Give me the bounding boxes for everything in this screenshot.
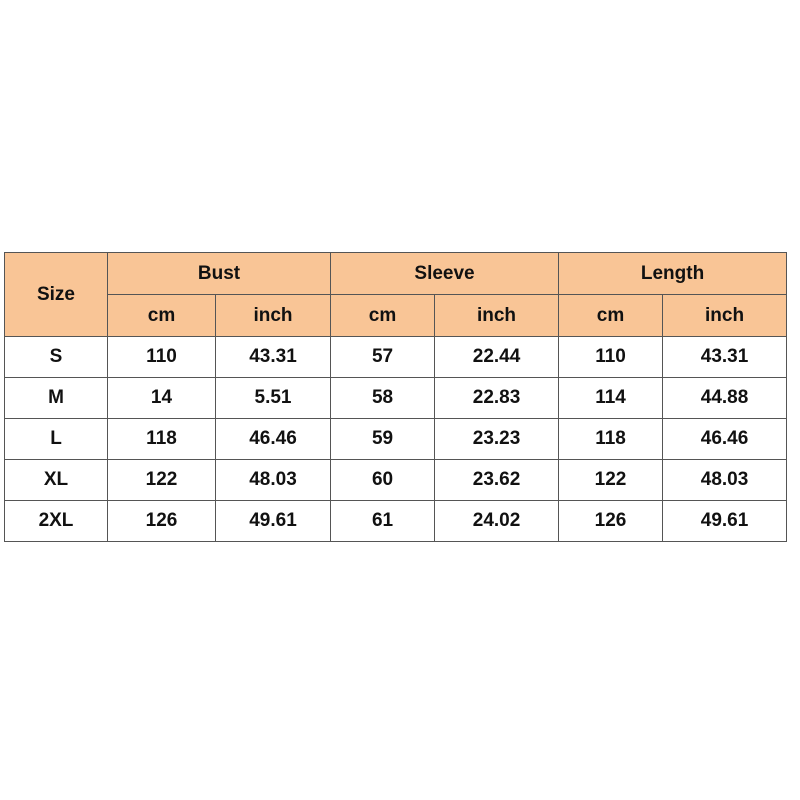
length-inch-cell: 46.46 [663, 419, 787, 460]
bust-inch-cell: 46.46 [216, 419, 331, 460]
length-header: Length [559, 253, 787, 295]
sleeve-cm-cell: 57 [331, 337, 435, 378]
length-inch-cell: 43.31 [663, 337, 787, 378]
table-row [5, 460, 787, 501]
unit-header-sleeve-cm: cm [331, 295, 435, 337]
table-row [5, 419, 787, 460]
length-inch-cell: 49.61 [663, 501, 787, 542]
sleeve-inch-cell: 23.62 [435, 460, 559, 501]
sleeve-inch-cell: 22.44 [435, 337, 559, 378]
unit-header-sleeve-inch: inch [435, 295, 559, 337]
bust-inch-cell: 48.03 [216, 460, 331, 501]
bust-cm-cell: 126 [108, 501, 216, 542]
unit-header-bust-inch: inch [216, 295, 331, 337]
header-unit-row [5, 295, 787, 337]
header-group-row [5, 253, 787, 295]
size-cell: XL [5, 460, 108, 501]
sleeve-header: Sleeve [331, 253, 559, 295]
size-cell: S [5, 337, 108, 378]
bust-inch-cell: 43.31 [216, 337, 331, 378]
table-header [5, 253, 787, 337]
sleeve-inch-cell: 22.83 [435, 378, 559, 419]
size-column-header: Size [5, 253, 108, 337]
bust-cm-cell: 14 [108, 378, 216, 419]
length-cm-cell: 122 [559, 460, 663, 501]
length-cm-cell: 118 [559, 419, 663, 460]
bust-cm-cell: 110 [108, 337, 216, 378]
sleeve-cm-cell: 60 [331, 460, 435, 501]
sleeve-cm-cell: 61 [331, 501, 435, 542]
sleeve-cm-cell: 59 [331, 419, 435, 460]
bust-inch-cell: 5.51 [216, 378, 331, 419]
bust-cm-cell: 122 [108, 460, 216, 501]
bust-header: Bust [108, 253, 331, 295]
size-chart-table [4, 252, 787, 542]
bust-inch-cell: 49.61 [216, 501, 331, 542]
length-inch-cell: 48.03 [663, 460, 787, 501]
size-cell: L [5, 419, 108, 460]
unit-header-length-inch: inch [663, 295, 787, 337]
size-cell: M [5, 378, 108, 419]
table-body [5, 337, 787, 542]
table-row [5, 378, 787, 419]
length-cm-cell: 126 [559, 501, 663, 542]
length-inch-cell: 44.88 [663, 378, 787, 419]
table-row [5, 337, 787, 378]
sleeve-cm-cell: 58 [331, 378, 435, 419]
sleeve-inch-cell: 24.02 [435, 501, 559, 542]
length-cm-cell: 114 [559, 378, 663, 419]
table-row [5, 501, 787, 542]
sleeve-inch-cell: 23.23 [435, 419, 559, 460]
unit-header-length-cm: cm [559, 295, 663, 337]
length-cm-cell: 110 [559, 337, 663, 378]
size-cell: 2XL [5, 501, 108, 542]
bust-cm-cell: 118 [108, 419, 216, 460]
unit-header-bust-cm: cm [108, 295, 216, 337]
